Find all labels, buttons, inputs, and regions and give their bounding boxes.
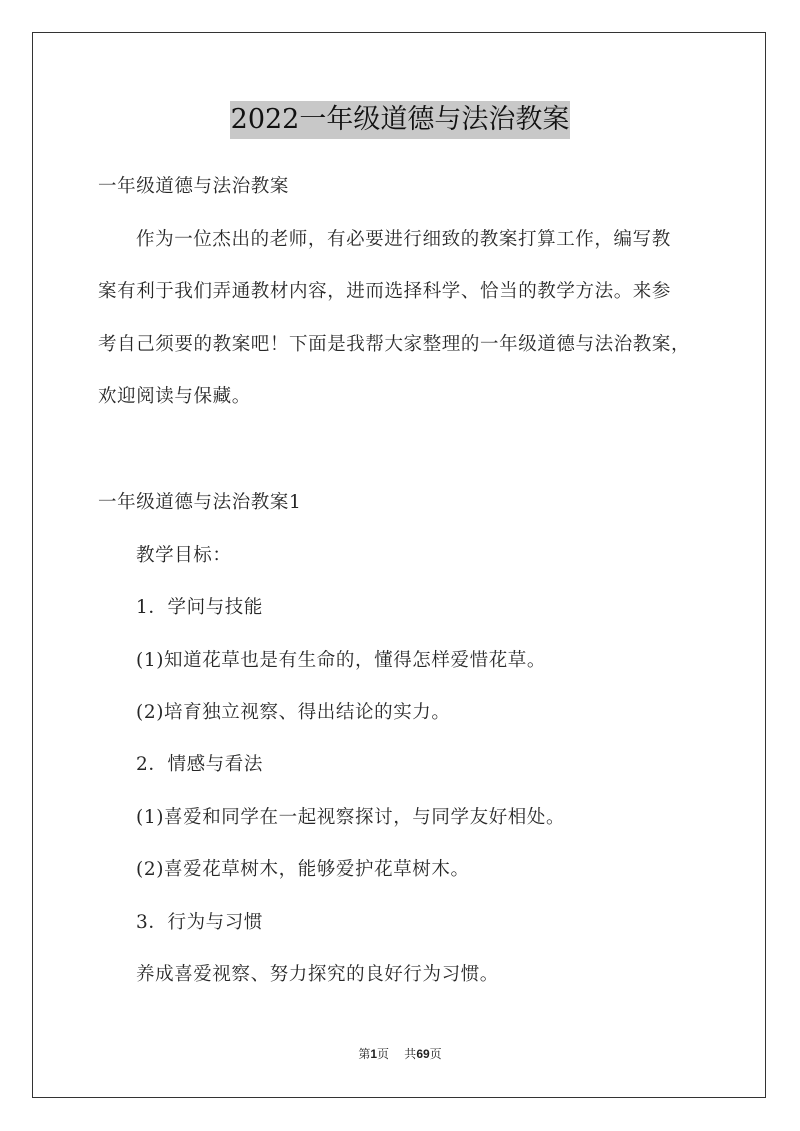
- goal-3-heading: 3．行为与习惯: [136, 912, 263, 933]
- footer-page-prefix: 第: [358, 1047, 371, 1061]
- footer-page-unit: 页: [377, 1047, 390, 1061]
- goal-1-point-2: (2)培育独立视察、得出结论的实力。: [136, 702, 451, 723]
- teaching-goals-label: 教学目标：: [136, 545, 232, 566]
- goal-2-heading: 2．情感与看法: [136, 754, 263, 775]
- document-title: [0, 98, 800, 139]
- goal-2-point-2: (2)喜爱花草树木，能够爱护花草树木。: [136, 859, 470, 880]
- footer-page-total: 69: [416, 1047, 430, 1061]
- intro-line-1: 作为一位杰出的老师，有必要进行细致的教案打算工作，编写教: [136, 229, 671, 250]
- goal-3-point-1: 养成喜爱视察、努力探究的良好行为习惯。: [136, 964, 499, 985]
- goal-1-point-1: (1)知道花草也是有生命的，懂得怎样爱惜花草。: [136, 650, 547, 671]
- intro-line-4: 欢迎阅读与保藏。: [98, 386, 251, 407]
- footer-page-current: 1: [370, 1047, 378, 1061]
- document-title-text: 2022一年级道德与法治教案: [230, 101, 571, 139]
- footer-total-prefix: 共: [404, 1047, 417, 1061]
- section-heading: 一年级道德与法治教案1: [98, 492, 302, 513]
- page-footer: [0, 1046, 800, 1062]
- intro-line-3: 考自己须要的教案吧！下面是我帮大家整理的一年级道德与法治教案，: [98, 334, 691, 355]
- footer-total-unit: 页: [429, 1047, 442, 1061]
- goal-2-point-1: (1)喜爱和同学在一起视察探讨，与同学友好相处。: [136, 807, 566, 828]
- intro-line-2: 案有利于我们弄通教材内容，进而选择科学、恰当的教学方法。来参: [98, 281, 672, 302]
- goal-1-heading: 1．学问与技能: [136, 597, 263, 618]
- document-subtitle: 一年级道德与法治教案: [98, 176, 290, 197]
